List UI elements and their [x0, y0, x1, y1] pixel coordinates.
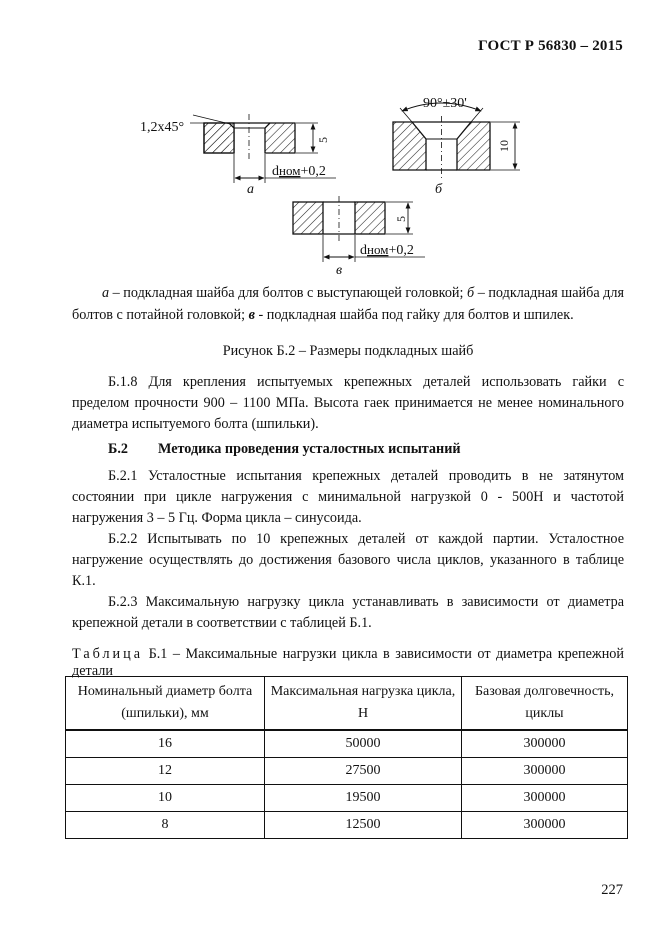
chamfer-label: 1,2x45° — [140, 120, 185, 135]
table-row — [66, 785, 628, 812]
washer-drawings-figure — [0, 0, 661, 280]
washer-a-label: а — [247, 182, 254, 197]
cell-base-durability: 300000 — [462, 758, 628, 785]
washer-v-diameter-label: dном+0,2 — [360, 242, 414, 258]
table-row — [66, 812, 628, 839]
load-table — [65, 676, 628, 839]
cell-diameter: 10 — [66, 785, 265, 812]
cell-max-load: 19500 — [265, 785, 462, 812]
table-row — [66, 730, 628, 758]
cell-max-load: 50000 — [265, 730, 462, 758]
cell-diameter: 16 — [66, 730, 265, 758]
paragraph-b23: Б.2.3 Максимальную нагрузку цикла устанавливать в зависимости от диаметра крепежной детали в соответствии с таблицей Б.1. — [72, 594, 624, 631]
cell-max-load: 12500 — [265, 812, 462, 839]
cell-base-durability: 300000 — [462, 730, 628, 758]
document-header: ГОСТ Р 56830 – 2015 — [478, 38, 623, 54]
cell-base-durability: 300000 — [462, 785, 628, 812]
header-base-durability: Базовая долговечность, циклы — [462, 677, 628, 731]
washer-b-height: 10 — [497, 140, 511, 152]
table-row — [66, 758, 628, 785]
washer-a-height: 5 — [316, 137, 330, 143]
countersink-angle-label: 90°±30' — [423, 96, 467, 111]
cell-diameter: 8 — [66, 812, 265, 839]
header-max-load: Максимальная нагрузка цикла, Н — [265, 677, 462, 731]
washer-a-diameter-label: dном+0,2 — [272, 163, 326, 179]
paragraph-b22: Б.2.2 Испытывать по 10 крепежных деталей от каждой партии. Усталостное нагружение осуществлять до достижения базового числа циклов, указанного в таблице К.1. — [72, 531, 624, 589]
paragraph-b21: Б.2.1 Усталостные испытания крепежных деталей проводить в не затянутом состоянии при цикле нагружения с минимальной нагрузкой 0 - 500Н и частотой нагружения 3 – 5 Гц. Форма цикла – синусоида. — [72, 468, 624, 526]
cell-base-durability: 300000 — [462, 812, 628, 839]
cell-diameter: 12 — [66, 758, 265, 785]
table-header-row — [66, 677, 628, 731]
figure-title: Рисунок Б.2 – Размеры подкладных шайб — [222, 343, 474, 359]
table-title: Таблица Б.1 – Максимальные нагрузки цикла в зависимости от диаметра крепежной детали — [72, 646, 624, 679]
washer-v-height: 5 — [394, 216, 408, 222]
header-diameter: Номинальный диаметр болта (шпильки), мм — [66, 677, 265, 731]
section-heading: Б.2 Методика проведения усталостных испытаний — [108, 441, 461, 457]
paragraph-b18: Б.1.8 Для крепления испытуемых крепежных деталей использовать гайки с пределом прочности 900 – 1100 МПа. Высота гаек принимается не менее номинального диаметра испытуемого болта (шпильки). — [72, 374, 624, 432]
cell-max-load: 27500 — [265, 758, 462, 785]
figure-legend: а – подкладная шайба для болтов с выступающей головкой; б – подкладная шайба для болтов с потайной головкой; в - подкладная шайба под гайку для болтов и шпилек. — [72, 285, 624, 323]
washer-v-label: в — [336, 263, 343, 278]
washer-b-label: б — [435, 182, 443, 197]
page-number: 227 — [601, 882, 623, 898]
